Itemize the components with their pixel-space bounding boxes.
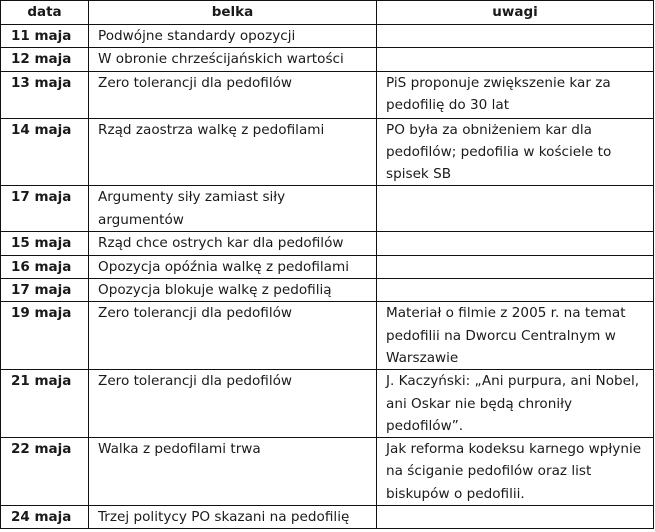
- column-header-date: data: [1, 1, 89, 25]
- date-cell: 19 maja: [1, 302, 89, 370]
- table-row: [1, 71, 654, 118]
- date-cell: 21 maja: [1, 370, 89, 438]
- uwagi-cell: PiS proponuje zwiększenie kar za pedofilię do 30 lat: [377, 71, 654, 118]
- table-row: [1, 48, 654, 71]
- table-row: [1, 279, 654, 302]
- table-row: [1, 118, 654, 186]
- uwagi-cell: Jak reforma kodeksu karnego wpłynie na ściganie pedofilów oraz list biskupów o pedofilii.: [377, 438, 654, 506]
- belka-cell: Opozycja blokuje walkę z pedofilią: [89, 279, 377, 302]
- date-cell: 15 maja: [1, 232, 89, 255]
- belka-cell: Rząd chce ostrych kar dla pedofilów: [89, 232, 377, 255]
- table-row: [1, 232, 654, 255]
- table-row: [1, 25, 654, 48]
- uwagi-cell: [377, 186, 654, 232]
- date-cell: 16 maja: [1, 255, 89, 278]
- uwagi-cell: [377, 232, 654, 255]
- belka-cell: Trzej politycy PO skazani na pedofilię: [89, 506, 377, 529]
- date-cell: 17 maja: [1, 279, 89, 302]
- date-cell: 12 maja: [1, 48, 89, 71]
- date-cell: 17 maja: [1, 186, 89, 232]
- uwagi-cell: [377, 506, 654, 529]
- date-cell: 13 maja: [1, 71, 89, 118]
- belka-cell: Walka z pedofilami trwa: [89, 438, 377, 506]
- uwagi-cell: Materiał o filmie z 2005 r. na temat pedofilii na Dworcu Centralnym w Warszawie: [377, 302, 654, 370]
- table-header-row: [1, 1, 654, 25]
- uwagi-cell: [377, 255, 654, 278]
- belka-cell: Zero tolerancji dla pedofilów: [89, 302, 377, 370]
- uwagi-cell: [377, 25, 654, 48]
- date-cell: 14 maja: [1, 118, 89, 186]
- belka-cell: Zero tolerancji dla pedofilów: [89, 370, 377, 438]
- table-row: [1, 255, 654, 278]
- uwagi-cell: J. Kaczyński: „Ani purpura, ani Nobel, ani Oskar nie będą chroniły pedofilów”.: [377, 370, 654, 438]
- table-row: [1, 302, 654, 370]
- table-row: [1, 506, 654, 529]
- table-row: [1, 370, 654, 438]
- table-row: [1, 438, 654, 506]
- belka-cell: Opozycja opóźnia walkę z pedofilami: [89, 255, 377, 278]
- table-row: [1, 186, 654, 232]
- belka-cell: Podwójne standardy opozycji: [89, 25, 377, 48]
- uwagi-cell: [377, 279, 654, 302]
- belka-cell: Zero tolerancji dla pedofilów: [89, 71, 377, 118]
- belka-cell: Argumenty siły zamiast siły argumentów: [89, 186, 377, 232]
- belka-cell: W obronie chrześcijańskich wartości: [89, 48, 377, 71]
- date-cell: 11 maja: [1, 25, 89, 48]
- uwagi-cell: PO była za obniżeniem kar dla pedofilów; pedofilia w kościele to spisek SB: [377, 118, 654, 186]
- column-header-belka: belka: [89, 1, 377, 25]
- uwagi-cell: [377, 48, 654, 71]
- date-cell: 22 maja: [1, 438, 89, 506]
- belka-cell: Rząd zaostrza walkę z pedofilami: [89, 118, 377, 186]
- date-cell: 24 maja: [1, 506, 89, 529]
- column-header-uwagi: uwagi: [377, 1, 654, 25]
